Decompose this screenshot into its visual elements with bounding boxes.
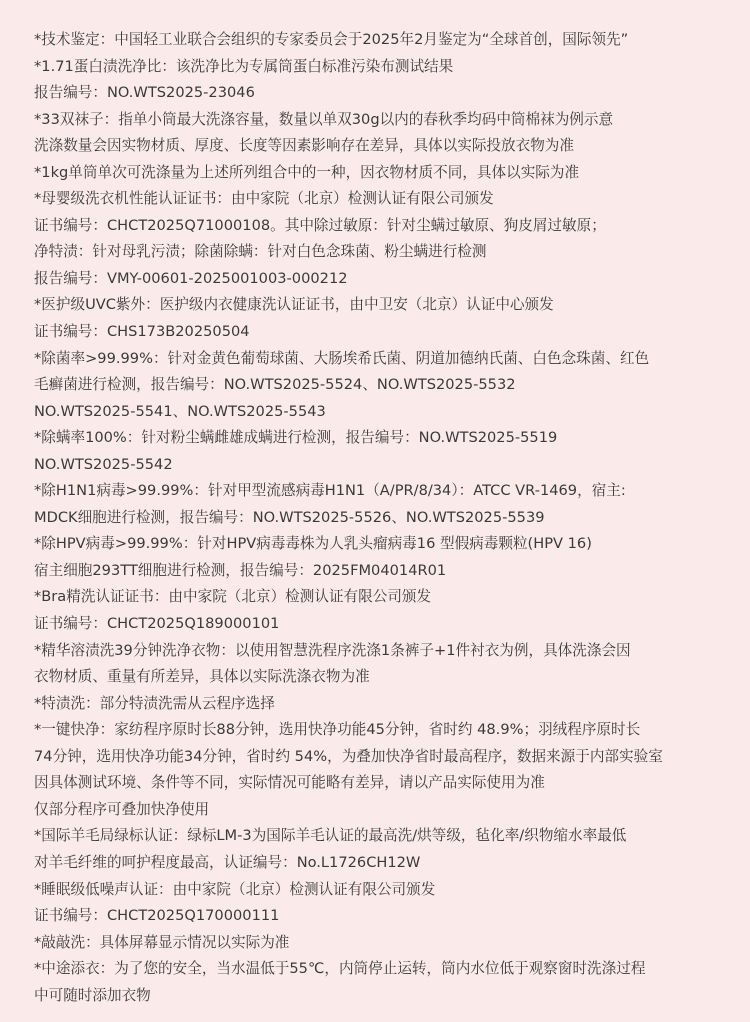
note-line-quick-wash-cont2: 因具体测试环境、条件等不同，实际情况可能略有差异，请以产品实际使用为准 xyxy=(34,774,545,792)
note-line-woolmark: *国际羊毛局绿标认证：绿标LM-3为国际羊毛认证的最高洗/烘等级，毡化率/织物缩水率最低 xyxy=(34,827,627,845)
note-line-hpv: *除HPV病毒>99.99%：针对HPV病毒毒株为人乳头瘤病毒16 型假病毒颗粒(HPV 16) xyxy=(34,535,592,553)
note-line-protein-stain-ratio: *1.71蛋白渍洗净比：该洗净比为专属筒蛋白标准污染布测试结果 xyxy=(34,57,454,75)
note-line-uvc-cert: *医护级UVC紫外：医护级内衣健康洗认证证书，由中卫安（北京）认证中心颁发 xyxy=(34,296,554,314)
note-line-mite-removal: *除螨率100%：针对粉尘螨雌雄成螨进行检测，报告编号：NO.WTS2025-5519 xyxy=(34,429,558,447)
note-line-socks-capacity: *33双袜子：指单小筒最大洗涤容量，数量以单双30g以内的春秋季均码中筒棉袜为例示意 xyxy=(34,110,614,128)
note-line-bra-cert: *Bra精洗认证证书：由中家院（北京）检测认证有限公司颁发 xyxy=(34,588,432,606)
note-line-maternal-cert-detail: 净特渍：针对母乳污渍；除菌除螨：针对白色念珠菌、粉尘螨进行检测 xyxy=(34,243,487,261)
disclaimer-notes xyxy=(34,27,734,1009)
note-line-add-clothes: *中途添衣：为了您的安全，当水温低于55℃，内筒停止运转，筒内水位低于观察窗时洗涤过程 xyxy=(34,960,646,978)
note-line-knock-wash: *敲敲洗：具体屏幕显示情况以实际为准 xyxy=(34,933,290,951)
note-line-maternal-report-number: 报告编号：VMY-00601-2025001003-000212 xyxy=(34,269,348,287)
note-line-report-number: 报告编号：NO.WTS2025-23046 xyxy=(34,84,255,102)
note-line-quick-wash: *一键快净：家纺程序原时长88分钟，选用快净功能45分钟，省时约 48.9%；羽绒程序原时长 xyxy=(34,721,641,739)
note-line-quick-wash-cont3: 仅部分程序可叠加快净使用 xyxy=(34,800,210,818)
note-line-bra-cert-number: 证书编号：CHCT2025Q189000101 xyxy=(34,615,280,633)
note-line-uvc-cert-number: 证书编号：CHS173B20250504 xyxy=(34,323,250,341)
note-line-socks-capacity-cont: 洗涤数量会因实物材质、厚度、长度等因素影响存在差异，具体以实际投放衣物为准 xyxy=(34,137,574,155)
note-line-hpv-cont: 宿主细胞293TT细胞进行检测，报告编号：2025FM04014R01 xyxy=(34,561,447,579)
note-line-quick-wash-cont: 74分钟，选用快净功能34分钟，省时约 54%，为叠加快净省时最高程序，数据来源于内部实验室 xyxy=(34,747,663,765)
note-line-add-clothes-cont: 中可随时添加衣物 xyxy=(34,986,151,1004)
note-line-sterilization-rate-cont: 毛癣菌进行检测，报告编号：NO.WTS2025-5524、NO.WTS2025-5532 xyxy=(34,376,516,394)
note-line-h1n1-cont: MDCK细胞进行检测，报告编号：NO.WTS2025-5526、NO.WTS2025-5539 xyxy=(34,508,545,526)
note-line-sterilization-rate: *除菌率>99.99%：针对金黄色葡萄球菌、大肠埃希氏菌、阴道加德纳氏菌、白色念珠菌、红色 xyxy=(34,349,650,367)
note-line-maternal-cert: *母婴级洗衣机性能认证证书：由中家院（北京）检测认证有限公司颁发 xyxy=(34,190,494,208)
note-line-technical-appraisal: *技术鉴定：中国轻工业联合会组织的专家委员会于2025年2月鉴定为“全球首创，国际领先” xyxy=(34,31,629,48)
note-line-essence-wash-cont: 衣物材质、重量有所差异，具体以实际洗涤衣物为准 xyxy=(34,668,370,686)
note-line-low-noise-cert-number: 证书编号：CHCT2025Q170000111 xyxy=(34,907,280,925)
note-line-low-noise-cert: *睡眠级低噪声认证：由中家院（北京）检测认证有限公司颁发 xyxy=(34,880,436,898)
note-line-maternal-cert-number: 证书编号：CHCT2025Q71000108。其中除过敏原：针对尘螨过敏原、狗皮屑过敏原； xyxy=(34,216,606,234)
note-line-mite-removal-cont: NO.WTS2025-5542 xyxy=(34,455,173,473)
note-line-sterilization-rate-cont2: NO.WTS2025-5541、NO.WTS2025-5543 xyxy=(34,402,326,420)
note-line-h1n1: *除H1N1病毒>99.99%：针对甲型流感病毒H1N1（A/PR/8/34）：ATCC VR-1469，宿主: xyxy=(34,482,626,500)
note-line-essence-wash: *精华溶渍洗39分钟洗净衣物：以使用智慧洗程序洗涤1条裤子+1件衬衣为例，具体洗涤会因 xyxy=(34,641,631,659)
note-line-woolmark-cont: 对羊毛纤维的呵护程度最高，认证编号：No.L1726CH12W xyxy=(34,853,421,871)
note-line-1kg-capacity: *1kg单筒单次可洗涤量为上述所列组合中的一种，因衣物材质不同，具体以实际为准 xyxy=(34,163,580,181)
note-line-special-stain: *特渍洗：部分特渍洗需从云程序选择 xyxy=(34,694,275,712)
